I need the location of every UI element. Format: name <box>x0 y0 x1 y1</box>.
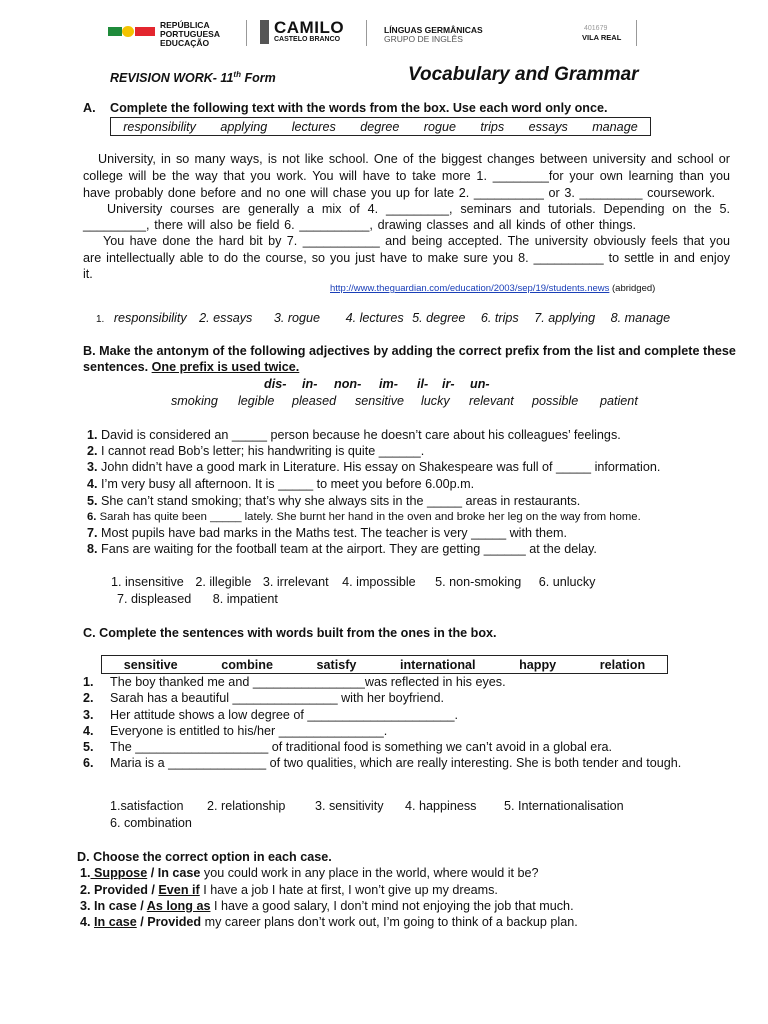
list-item: 7. Most pupils have bad marks in the Maths test. The teacher is very _____ with them. <box>87 526 567 540</box>
list-item: 3. In case / As long as I have a good salary, I don’t mind not enjoying the job that much. <box>80 899 574 913</box>
adjective-item: smoking <box>171 394 218 408</box>
department-text: LÍNGUAS GERMÂNICAS GRUPO DE INGLÊS <box>384 25 483 44</box>
word-box-item: lectures <box>291 119 336 134</box>
list-item: 5. The ___________________ of traditional food is something we can’t avoid in a global era. <box>83 740 613 754</box>
list-item: 3. Her attitude shows a low degree of _____________________. <box>83 708 458 722</box>
section-b-heading: B. Make the antonym of the following adjectives by adding the correct prefix from the list and complete these <box>83 344 736 358</box>
list-item: 4. Everyone is entitled to his/her _______________. <box>83 724 388 738</box>
divider <box>246 20 247 46</box>
adjective-item: possible <box>532 394 579 408</box>
answers-b-2: 7. displeased 8. impatient <box>117 592 278 606</box>
header-bar <box>108 20 668 48</box>
word-box-c <box>101 655 668 674</box>
section-b-heading-2: sentences. One prefix is used twice. <box>83 360 300 374</box>
word-box-item: responsibility <box>123 119 196 134</box>
adjective-item: lucky <box>421 394 450 408</box>
school-logo: CAMILO CASTELO BRANCO <box>260 20 352 46</box>
text-line: University, in so many ways, is not like school. One of the biggest changes between university and school or <box>98 152 730 166</box>
section-c-heading: C. Complete the sentences with words built from the ones in the box. <box>83 626 497 640</box>
page-title: Vocabulary and Grammar <box>408 64 639 85</box>
word-box-item: trips <box>480 119 505 134</box>
worksheet-label: REVISION WORK- 11th Form <box>110 70 276 86</box>
list-item: 1. The boy thanked me and ________________was reflected in his eyes. <box>83 675 506 689</box>
word-box-item: happy <box>519 657 557 672</box>
divider <box>366 20 367 46</box>
section-a-heading: A. Complete the following text with the words from the box. Use each word only once. <box>83 101 608 115</box>
word-box-item: degree <box>360 119 400 134</box>
word-box-item: relation <box>599 657 646 672</box>
list-item: 2. I cannot read Bob’s letter; his handwriting is quite ______. <box>87 444 425 458</box>
adjective-list <box>171 394 638 408</box>
answers-c-2: 6. combination <box>110 816 192 830</box>
source-link[interactable]: http://www.theguardian.com/education/2003/sep/19/students.news <box>330 283 610 294</box>
text-line: college will be the way that you work. You will have to take more 1. ________for your own learning than you <box>83 169 730 183</box>
word-box-item: applying <box>220 119 268 134</box>
text-line: it. <box>83 267 93 281</box>
word-box-item: international <box>399 657 476 672</box>
text-line: _________, there will also be field 6. __________, drawing classes and all kinds of other things. <box>83 218 636 232</box>
list-item: 2. Sarah has a beautiful _______________ with her boyfriend. <box>83 691 444 705</box>
word-box-item: rogue <box>423 119 457 134</box>
prefix-item: il- <box>417 377 429 391</box>
adjective-item: sensitive <box>355 394 404 408</box>
flag-logo <box>108 26 158 38</box>
list-item: 6. Sarah has quite been _____ lately. She burnt her hand in the oven and broke her leg on the way from home. <box>87 511 641 523</box>
list-item: 4. I’m very busy all afternoon. It is _____ to meet you before 6.00p.m. <box>87 477 475 491</box>
text-line: You have done the hard bit by 7. ___________ and being accepted. The university obviously feels that you <box>103 234 730 248</box>
text-line: have probably done before and no one will chase you up for late 2. __________ or 3. _________ coursework. <box>83 186 715 200</box>
prefix-list <box>264 377 490 391</box>
prefix-item: im- <box>379 377 398 391</box>
answers-a: 1. responsibility 2. essays 3. rogue 4. lectures 5. degree 6. trips 7. applying 8. manage <box>96 311 671 325</box>
republica-text: REPÚBLICA PORTUGUESA EDUCAÇÃO <box>160 20 220 48</box>
word-box-item: combine <box>221 657 273 672</box>
word-box-item: satisfy <box>316 657 357 672</box>
list-item: 3. John didn’t have a good mark in Literature. His essay on Shakespeare was full of _____ information. <box>87 460 661 474</box>
list-item: 2. Provided / Even if I have a job I hate at first, I won’t give up my dreams. <box>80 883 498 897</box>
list-item: 4. In case / Provided my career plans don’t work out, I’m going to think of a backup plan. <box>80 915 578 929</box>
word-box-a <box>110 117 651 136</box>
text-line: University courses are generally a mix of 4. _________, seminars and tutorials. Depending on the 5. <box>107 202 730 216</box>
divider <box>636 20 637 46</box>
text-line: are intellectually able to do the course, so you just have to make sure you 8. __________ to settle in and enjoy <box>83 251 730 265</box>
section-d-heading: D. Choose the correct option in each case. <box>77 850 332 864</box>
list-item: 6. Maria is a ______________ of two qualities, which are really interesting. She is both tender and tough. <box>83 756 682 770</box>
source-citation: http://www.theguardian.com/education/2003/sep/19/students.news (abridged) <box>330 283 656 294</box>
list-item: 8. Fans are waiting for the football team at the airport. They are getting ______ at the delay. <box>87 542 597 556</box>
list-item: 1. David is considered an _____ person because he doesn’t care about his colleagues’ feelings. <box>87 428 621 442</box>
prefix-item: in- <box>302 377 318 391</box>
city-text: VILA REAL <box>582 33 622 42</box>
prefix-item: dis- <box>264 377 287 391</box>
adjective-item: relevant <box>469 394 514 408</box>
word-box-item: essays <box>528 119 568 134</box>
adjective-item: legible <box>238 394 275 408</box>
school-code: 401679 <box>584 25 608 32</box>
adjective-item: pleased <box>292 394 337 408</box>
prefix-item: un- <box>470 377 490 391</box>
list-item: 1. Suppose / In case you could work in any place in the world, where would it be? <box>80 866 539 880</box>
answers-b: 1. insensitive 2. illegible 3. irrelevant 4. impossible 5. non-smoking 6. unlucky <box>111 575 596 589</box>
word-box-item: sensitive <box>123 657 178 672</box>
word-box-item: manage <box>592 119 638 134</box>
adjective-item: patient <box>600 394 638 408</box>
prefix-item: non- <box>334 377 362 391</box>
answers-c: 1.satisfaction 2. relationship 3. sensitivity 4. happiness 5. Internationalisation <box>110 799 624 813</box>
list-item: 5. She can’t stand smoking; that’s why she always sits in the _____ areas in restaurants. <box>87 494 581 508</box>
prefix-item: ir- <box>442 377 455 391</box>
